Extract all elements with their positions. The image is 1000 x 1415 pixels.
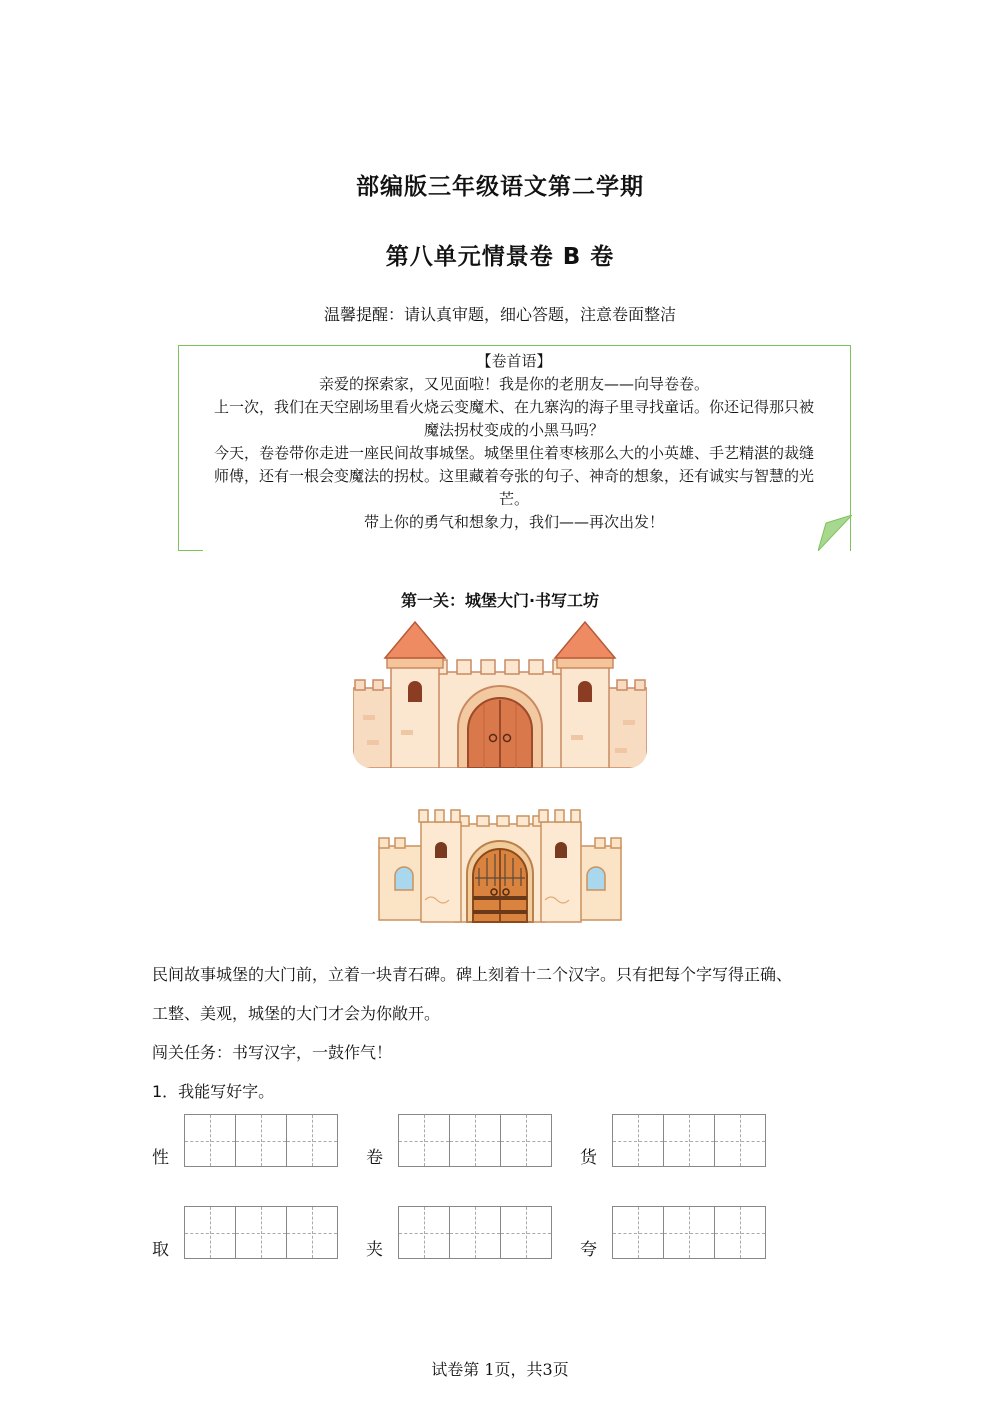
preface-heading: 【卷首语】 — [476, 352, 552, 370]
level-title: 第一关：城堡大门·书写工坊 — [400, 591, 600, 610]
writing-grid[interactable] — [612, 1206, 766, 1259]
writing-cell[interactable] — [612, 1114, 664, 1167]
char-label: 卷 — [366, 1148, 383, 1168]
writing-cell[interactable] — [612, 1206, 664, 1259]
writing-grid[interactable] — [398, 1114, 552, 1167]
preface-line: 今天，卷卷带你走进一座民间故事城堡。城堡里住着枣核那么大的小英雄、手艺精湛的裁缝 — [213, 444, 814, 462]
preface-content — [190, 350, 838, 534]
castle-illustration-1 — [353, 620, 647, 768]
writing-cell[interactable] — [714, 1206, 766, 1259]
preface-line: 芒。 — [498, 490, 529, 508]
preface-line: 亲爱的探索家，又见面啦！我是你的老朋友——向导卷卷。 — [318, 375, 709, 393]
preface-line: 师傅，还有一根会变魔法的拐杖。这里藏着夸张的句子、神奇的想象，还有诚实与智慧的光 — [213, 467, 814, 485]
writing-cell[interactable] — [449, 1114, 501, 1167]
writing-cell[interactable] — [398, 1114, 450, 1167]
writing-cell[interactable] — [663, 1206, 715, 1259]
preface-border-bottom — [178, 550, 203, 551]
writing-cell[interactable] — [449, 1206, 501, 1259]
writing-cell[interactable] — [500, 1206, 552, 1259]
writing-cell[interactable] — [663, 1114, 715, 1167]
writing-cell[interactable] — [286, 1114, 338, 1167]
exam-title: 部编版三年级语文第二学期 — [356, 174, 644, 200]
writing-cell[interactable] — [398, 1206, 450, 1259]
char-label: 货 — [580, 1148, 597, 1168]
writing-cell[interactable] — [286, 1206, 338, 1259]
task-text: 闯关任务：书写汉字，一鼓作气！ — [152, 1043, 393, 1062]
writing-cell[interactable] — [184, 1206, 236, 1259]
writing-cell[interactable] — [235, 1114, 287, 1167]
intro-paragraph-line-2: 工整、美观，城堡的大门才会为你敞开。 — [152, 1004, 441, 1023]
preface-line: 魔法拐杖变成的小黑马吗？ — [423, 421, 604, 439]
page-footer: 试卷第 1页，共3页 — [431, 1360, 569, 1379]
char-label: 夸 — [580, 1240, 597, 1260]
writing-grid[interactable] — [184, 1206, 338, 1259]
char-label: 夹 — [366, 1240, 383, 1260]
preface-line: 上一次，我们在天空剧场里看火烧云变魔术、在九寨沟的海子里寻找童话。你还记得那只被 — [213, 398, 814, 416]
preface-line: 带上你的勇气和想象力，我们——再次出发！ — [363, 513, 664, 531]
intro-paragraph-line-1: 民间故事城堡的大门前，立着一块青石碑。碑上刻着十二个汉字。只有把每个字写得正确、 — [152, 965, 793, 984]
writing-cell[interactable] — [235, 1206, 287, 1259]
castle-illustration-2 — [355, 788, 645, 936]
writing-grid[interactable] — [612, 1114, 766, 1167]
writing-cell[interactable] — [714, 1114, 766, 1167]
char-label: 性 — [152, 1148, 169, 1168]
char-label: 取 — [152, 1240, 169, 1260]
writing-grid[interactable] — [184, 1114, 338, 1167]
writing-cell[interactable] — [500, 1114, 552, 1167]
writing-cell[interactable] — [184, 1114, 236, 1167]
exam-subtitle: 第八单元情景卷 B 卷 — [385, 244, 615, 270]
question-1: 1．我能写好字。 — [152, 1082, 275, 1101]
reminder-text: 温馨提醒：请认真审题，细心答题，注意卷面整洁 — [323, 305, 676, 324]
writing-grid[interactable] — [398, 1206, 552, 1259]
